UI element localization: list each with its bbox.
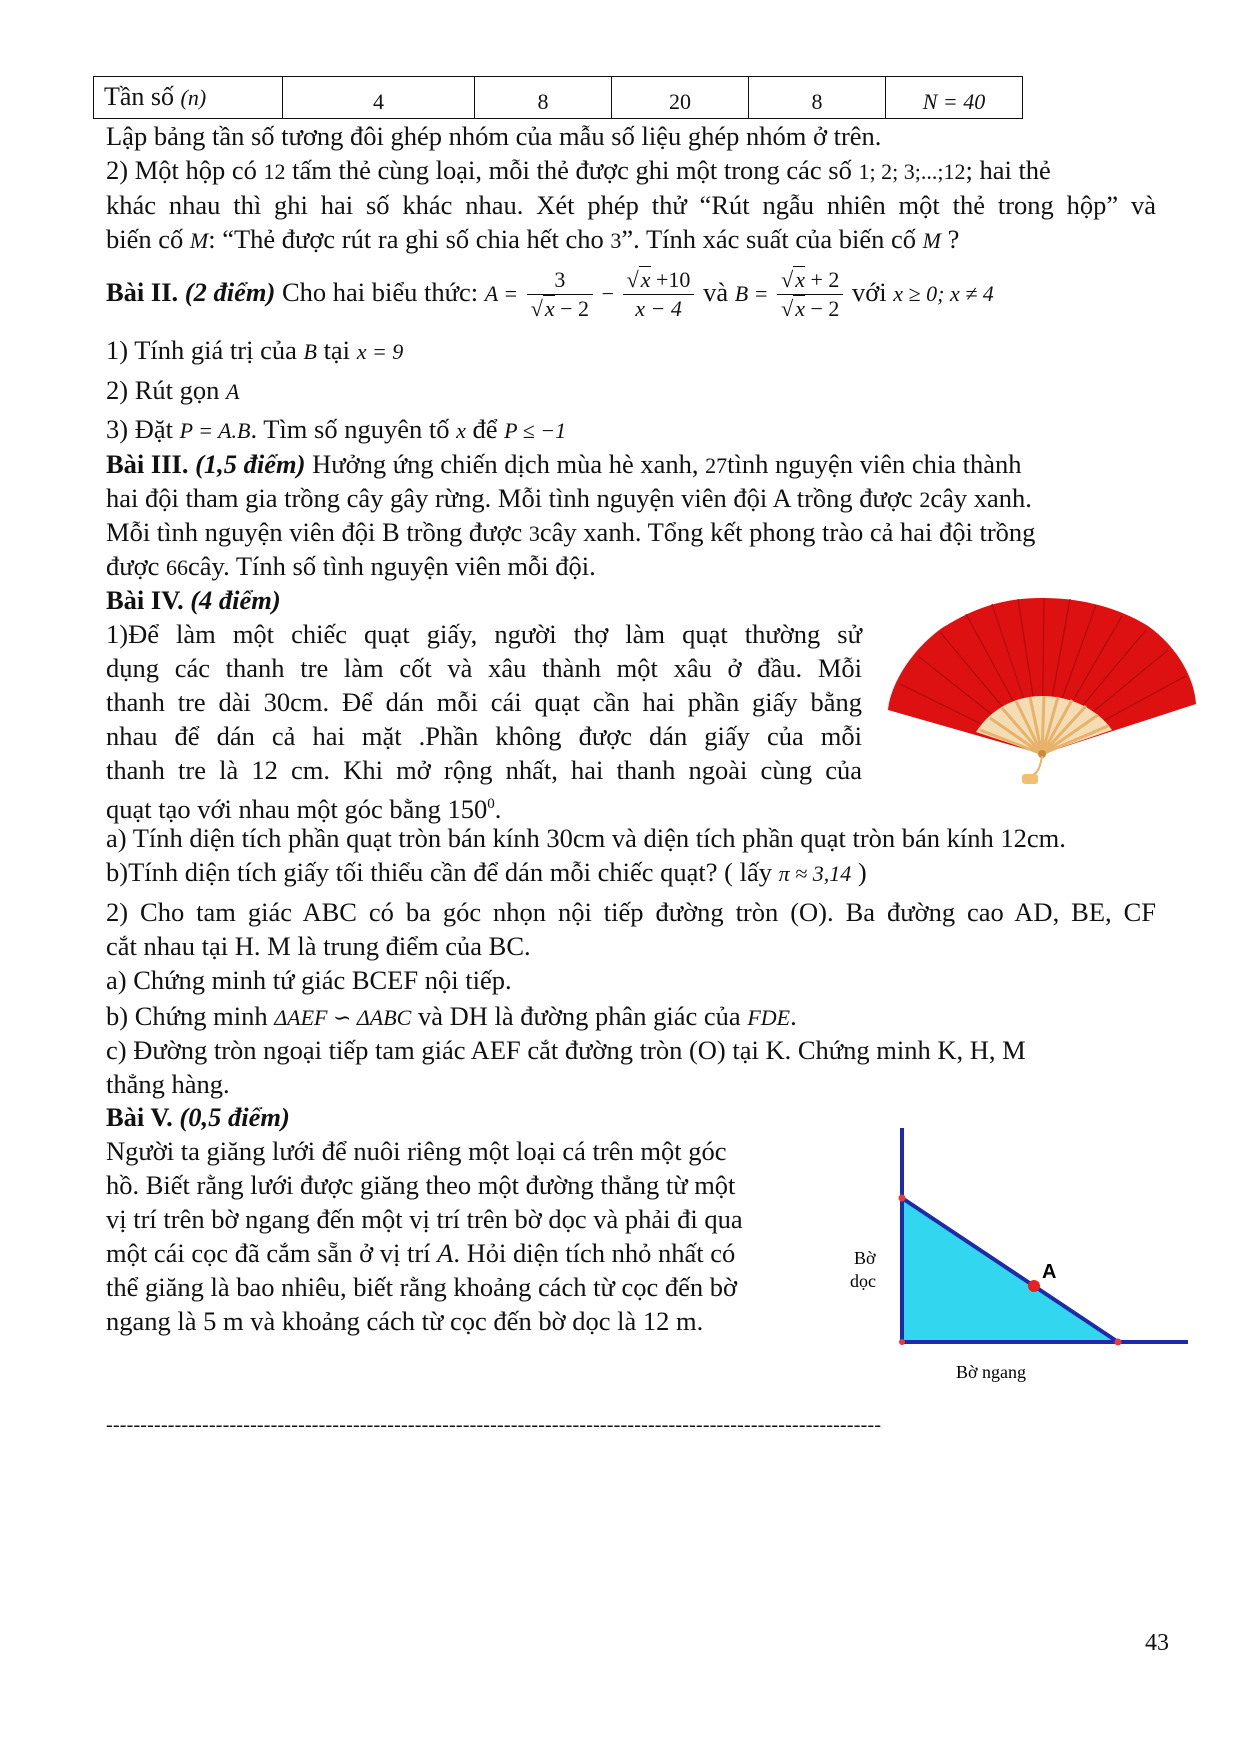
separator-line: ----------------------------------------------------------------------------------------------------------------- [106,1414,882,1436]
text-line: thanh tre là 12 cm. Khi mở rộng nhất, hai thanh ngoài cùng của [106,755,862,785]
text-line [106,550,596,585]
math: ΔAEF ∽ ΔABC [274,1005,412,1030]
page-number: 43 [1145,1630,1169,1656]
text: 2) Rút gọn [106,375,226,405]
denominator: x − 4 [635,296,682,322]
radicand: x [640,267,651,293]
net-endpoint [899,1195,906,1202]
text-line: 2) Cho tam giác ABC có ba góc nhọn nội tiếp đường tròn (O). Ba đường cao AD, BE, CF [106,897,1156,927]
stake-point-a [1028,1280,1040,1292]
text: . Tìm số nguyên tố [250,414,457,444]
section-points: (4 điểm) [190,585,281,615]
text-line: Người ta giăng lưới để nuôi riêng một loại cá trên một góc [106,1136,727,1166]
text: Hưởng ứng chiến dịch mùa hè xanh, [305,449,706,479]
text-line: a) Tính diện tích phần quạt tròn bán kính 30cm và diện tích phần quạt tròn bán kính 12cm. [106,823,1066,853]
text-line: 1)Để làm một chiếc quạt giấy, người thợ làm quạt thường sử [106,619,862,649]
lake-corner-diagram [840,1128,1190,1388]
numerator: √x +10 [623,266,695,295]
fraction [777,266,843,323]
math: A = [484,281,519,306]
text: . [494,793,502,824]
table-cell-total: N = 40 [886,77,1023,119]
text: quạt tạo với nhau một góc bằng 150 [106,793,488,824]
math: B [303,339,317,364]
math: x = 9 [356,339,404,364]
text: . Hỏi diện tích nhỏ nhất có [453,1238,736,1268]
text: tại [316,335,357,365]
math: A [437,1238,454,1268]
text-line [106,788,501,826]
math: +10 [650,267,691,293]
text: và DH là đường phân giác của [417,1001,748,1031]
table-cell: 4 [283,77,475,119]
denominator: √x − 2 [781,296,840,322]
text-line: ngang là 5 m và khoảng cách từ cọc đến bờ dọc là 12 m. [106,1306,704,1336]
text-line: vị trí trên bờ ngang đến một vị trí trên bờ dọc và phải đi qua [106,1204,743,1234]
math: 2 [919,487,931,512]
section-points: (1,5 điểm) [195,449,306,479]
text: và [703,277,729,307]
math: x [456,418,466,443]
text-line [106,413,566,448]
text: hai đội tham gia trồng cây gây rừng. Mỗi tình nguyện viên đội A trồng được [106,483,920,513]
text: để [465,414,505,444]
text: Mỗi tình nguyện viên đội B trồng được [106,517,529,547]
fraction [623,266,695,323]
text-line: a) Chứng minh tứ giác BCEF nội tiếp. [106,965,512,995]
text-line [106,1237,735,1271]
text: . [790,1001,797,1031]
horizontal-bank-label: Bờ ngang [956,1362,1027,1382]
text: ) [851,857,867,887]
vertical-bank-label: Bờ [854,1248,876,1268]
section-title: Bài IV. [106,585,184,615]
text: : “Thẻ được rút ra ghi số chia hết cho [208,224,611,254]
text-line: thể giăng là bao nhiêu, biết rằng khoảng cách từ cọc đến bờ [106,1272,738,1302]
math: A [226,379,240,404]
text: 1) Tính giá trị của [106,335,304,365]
text-line [106,448,1022,483]
section-title: Bài V. [106,1102,173,1132]
table-row [94,77,1023,119]
table-cell: 8 [749,77,886,119]
text-line: Lập bảng tần số tương đôi ghép nhóm của mẫu số liệu ghép nhóm ở trên. [106,121,882,151]
text-line: nhau để dán cả hai mặt .Phần không được dán giấy của mỗi [106,721,862,751]
math: P ≤ −1 [504,418,567,443]
text-line: hồ. Biết rằng lưới được giăng theo một đường thẳng từ một [106,1170,736,1200]
text-line: dụng các thanh tre làm cốt và xâu thành một xâu ở đầu. Mỗi [106,653,862,683]
text-line [106,1101,290,1135]
numerator: 3 [527,266,593,295]
math: 27 [705,453,728,478]
section-points: (0,5 điểm) [179,1102,290,1132]
point-a-label: A [1042,1261,1057,1283]
text-line [106,374,239,409]
text-line: khác nhau thì ghi hai số khác nhau. Xét phép thử “Rút ngẫu nhiên một thẻ trong hộp” và [106,190,1156,220]
math: + 2 [804,267,840,293]
text-line: thẳng hàng. [106,1069,230,1099]
fraction [527,266,593,323]
math-condition: x ≥ 0; x ≠ 4 [893,281,994,306]
text-line: cắt nhau tại H. M là trung điểm của BC. [106,931,531,961]
text: ; hai thẻ [965,155,1051,185]
text-line [106,154,1051,189]
math: 3 [528,521,540,546]
numerator: √x + 2 [777,266,843,295]
math: FDE [747,1005,791,1030]
section-title: Bài III. [106,449,189,479]
math: 3 [610,228,622,253]
text: cây. Tính số tình nguyện viên mỗi đội. [188,551,596,581]
math: M [922,228,941,253]
text-line [106,584,281,618]
text: 2) Một hộp có [106,155,264,185]
vertical-bank-label: dọc [850,1271,876,1291]
text-line [106,334,403,369]
math: 66 [166,555,189,580]
text-line [106,856,867,891]
table-header-var: (n) [180,85,207,111]
radicand: x [795,296,805,322]
section-points: (2 điểm) [184,277,276,307]
text: biến cố [106,224,190,254]
text: tình nguyện viên chia thành [727,449,1022,479]
math: P = A.B [179,418,251,443]
text: cây xanh. Tổng kết phong trào cả hai đội trồng [539,517,1036,547]
text: b)Tính diện tích giấy tối thiểu cần để dán mỗi chiếc quạt? ( lấy [106,857,779,887]
radicand: x [544,296,555,322]
bai2-heading-line [106,262,994,324]
text-line: thanh tre dài 30cm. Để dán mỗi cái quạt cần hai phần giấy bằng [106,687,862,717]
text: b) Chứng minh [106,1001,275,1031]
math: M [189,228,209,253]
text: được [106,551,167,581]
table-cell: 8 [475,77,612,119]
radicand: x [795,267,805,293]
text: 3) Đặt [106,414,180,444]
text-line [106,516,1035,551]
fan-tassel [1022,774,1038,784]
table-cell: 20 [612,77,749,119]
text-line [106,223,959,258]
text-line: c) Đường tròn ngoại tiếp tam giác AEF cắt đường tròn (O) tại K. Chứng minh K, H, M [106,1035,1026,1065]
text: ”. Tính xác suất của biến cố [621,224,923,254]
text: một cái cọc đã cắm sẵn ở vị trí [106,1238,438,1268]
fan-cord [1030,756,1042,776]
text-line [106,1000,797,1035]
text-line [106,482,1032,517]
math: 12 [263,159,286,184]
text: cây xanh. [930,483,1032,513]
net-endpoint [1115,1339,1122,1346]
math: B = [734,281,769,306]
math: π ≈ 3,14 [778,861,852,886]
math: − [601,281,615,306]
corner-point [899,1339,905,1345]
superscript: 0 [487,796,495,812]
text: với [852,277,887,307]
frequency-table [93,76,1023,119]
text: Cho hai biểu thức: [275,277,485,307]
text: ? [940,224,960,254]
text: tấm thẻ cùng loại, mỗi thẻ được ghi một trong các số [285,155,859,185]
math: − 2 [554,296,589,322]
paper-fan-illustration [880,596,1200,792]
math: 1; 2; 3;...;12 [858,159,966,184]
section-title: Bài II. [106,277,179,307]
math: − 2 [804,296,840,322]
denominator: √x − 2 [530,296,589,322]
table-header-label: Tần số [104,82,175,112]
table-header-cell [94,77,283,119]
